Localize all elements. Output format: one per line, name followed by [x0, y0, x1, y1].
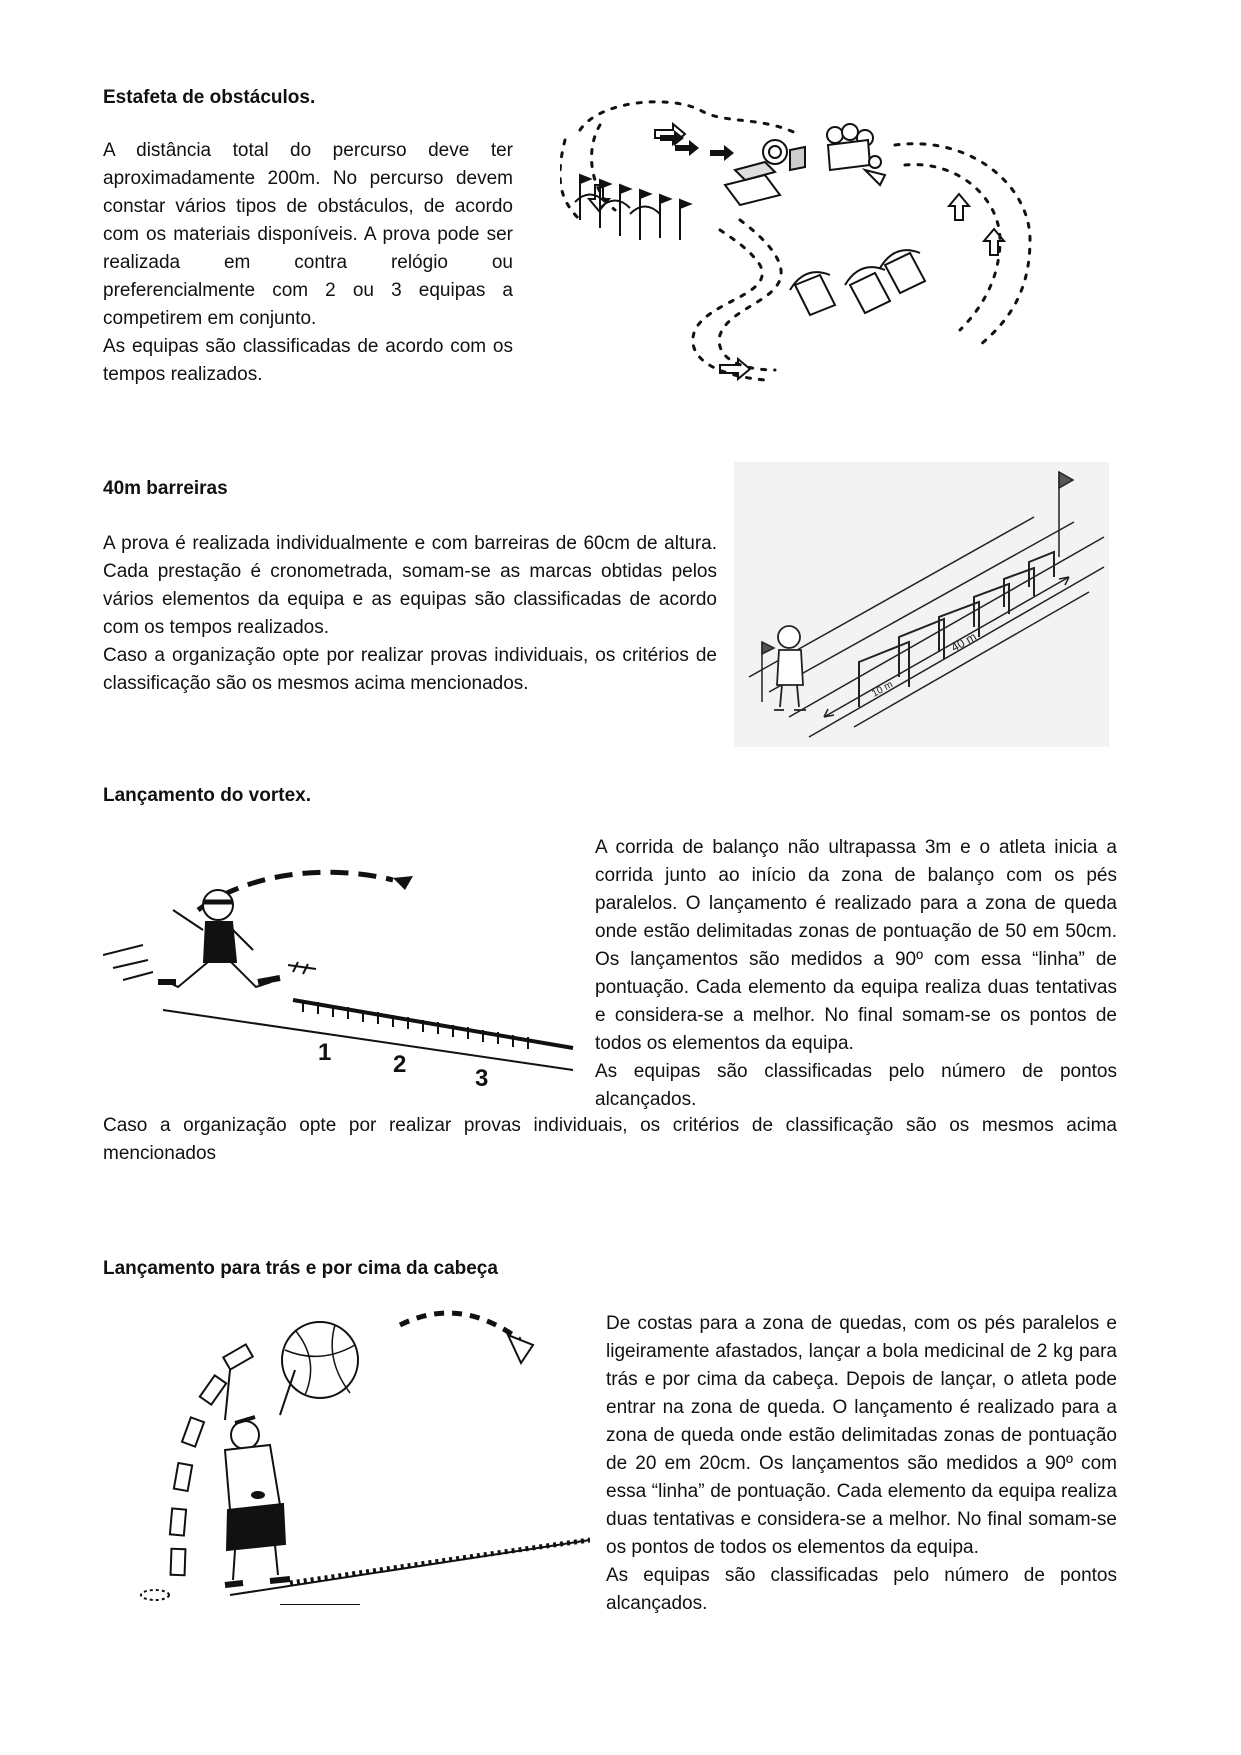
paragraph: A prova é realizada individualmente e com barreiras de 60cm de altura. Cada prestação é cronometrada, somam-se as marcas obtidas pelos vários elementos da equipa e as equipas são classificadas de acordo com os tempos realizados. — [103, 533, 717, 638]
section-text-estafeta — [103, 137, 513, 389]
paragraph: As equipas são classificadas pelo número de pontos alcançados. — [595, 1061, 1117, 1110]
section-title-barreiras: 40m barreiras — [103, 478, 228, 499]
paragraph: De costas para a zona de quedas, com os pés paralelos e ligeiramente afastados, lançar a bola medicinal de 2 kg para trás e por cima da cabeça. Depois de lançar, o atleta pode entrar na zona de queda. O lançamento é realizado para a zona de queda onde estão delimitadas zonas de pontuação de 20 em 20cm. Os lançamentos são medidos a 90º com essa “linha” de pontuação. Cada elemento da equipa realiza duas tentativas e considera-se a melhor. No final somam-se os pontos de todos os elementos da equipa. — [606, 1313, 1117, 1558]
section-title-lancamento-tras: Lançamento para trás e por cima da cabeça — [103, 1258, 498, 1279]
vortex-throw-illustration — [103, 850, 583, 1100]
athlete-figure — [158, 890, 280, 987]
overhead-throw-illustration — [130, 1305, 590, 1605]
zone-label: 1 — [318, 1039, 332, 1066]
distance-label: 40 m — [948, 629, 979, 655]
vortex-icon — [393, 876, 413, 890]
section-text-vortex — [595, 834, 1117, 1114]
section-text-lancamento-tras — [606, 1310, 1117, 1618]
medicine-ball-icon — [282, 1322, 358, 1398]
interval-label: 10 m — [870, 679, 895, 700]
section-note-vortex — [103, 1112, 1117, 1168]
paragraph: A corrida de balanço não ultrapassa 3m e o atleta inicia a corrida junto ao início da zona de balanço com os pés paralelos. O lançamento é realizado para a zona de queda onde estão delimitadas zonas de pontuação de 50 em 50cm. Os lançamentos são medidos a 90º com essa “linha” de pontuação. Cada elemento da equipa realiza duas tentativas e considera-se a melhor. No final somam-se os pontos de todos os elementos da equipa. — [595, 837, 1117, 1054]
paragraph: Caso a organização opte por realizar provas individuais, os critérios de classificação são os mesmos acima mencionados — [103, 1115, 1117, 1164]
section-title-estafeta: Estafeta de obstáculos. — [103, 87, 316, 108]
section-text-barreiras — [103, 530, 717, 698]
zone-label: 2 — [393, 1051, 407, 1078]
obstacle-course-illustration — [560, 90, 1120, 400]
zone-label: 3 — [475, 1065, 489, 1092]
paragraph: A distância total do percurso deve ter aproximadamente 200m. No percurso devem constar vários tipos de obstáculos, de acordo com os materiais disponíveis. A prova pode ser realizada em contra relógio ou preferencialmente com 2 ou 3 equipas a competirem em conjunto. — [103, 140, 513, 329]
paragraph: As equipas são classificadas pelo número de pontos alcançados. — [606, 1565, 1117, 1614]
athlete-figure — [225, 1370, 295, 1585]
paragraph: Caso a organização opte por realizar provas individuais, os critérios de classificação são os mesmos acima mencionados. — [103, 645, 717, 694]
hurdles-illustration — [734, 462, 1109, 747]
paragraph: As equipas são classificadas de acordo com os tempos realizados. — [103, 336, 513, 385]
section-title-vortex: Lançamento do vortex. — [103, 785, 311, 806]
